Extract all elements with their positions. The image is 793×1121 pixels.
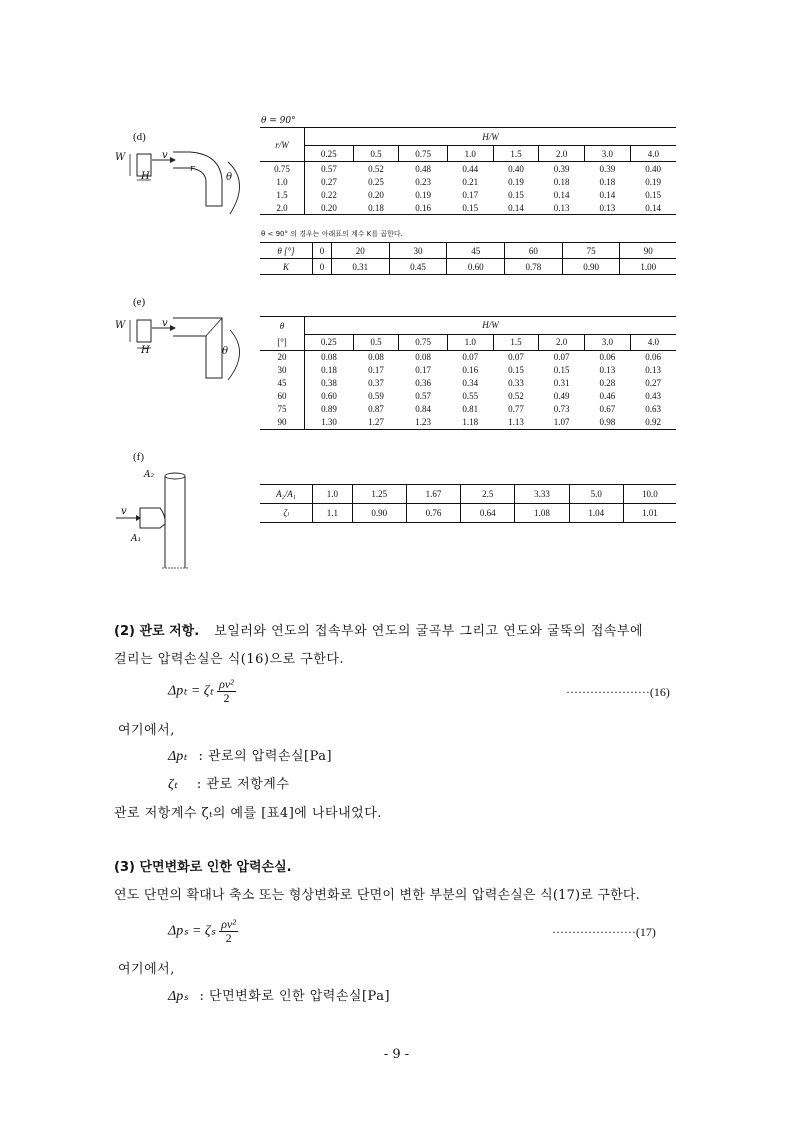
table-f-ratio: 1.67 — [406, 485, 460, 504]
k-multiplier-note: θ < 90° 의 경우는 아래표의 계수 K를 곱한다. — [261, 230, 403, 238]
table-e-row-key: 60 — [260, 390, 305, 403]
def2-text: : 관로 저항계수 — [196, 777, 290, 792]
table-d-cell: 0.14 — [599, 189, 616, 200]
table-e-cell: 0.27 — [645, 378, 661, 388]
section-3-def1 — [168, 985, 390, 1005]
table-f-ratio: 3.33 — [515, 485, 569, 504]
diagram-e-theta: θ — [222, 346, 229, 357]
k-table-k: 0 — [313, 259, 332, 275]
k-table-k: 0.31 — [331, 259, 389, 275]
table-f-zeta: 1.1 — [313, 504, 353, 523]
table-e-cell: 0.33 — [508, 378, 524, 388]
miter-diagram-e — [110, 312, 250, 384]
table-e-cell: 0.57 — [415, 391, 431, 401]
tee-diagram-f — [108, 466, 198, 572]
def2-symbol: ζₜ — [168, 777, 178, 792]
equation-16-lhs: Δpₜ = ζₜ — [168, 683, 214, 699]
table-row — [260, 350, 676, 364]
k-table-k: 0.45 — [389, 259, 447, 275]
table-e-row-key: 30 — [260, 364, 305, 377]
table-d-cell: 0.13 — [599, 202, 616, 213]
table-e-cell: 0.67 — [599, 404, 616, 414]
table-d-cell: 0.13 — [553, 202, 570, 213]
k-table-k: 1.00 — [640, 261, 657, 272]
diagram-d-h: H — [141, 171, 150, 182]
k-table-theta: 0 — [313, 243, 332, 259]
section-2-where: 여기에서, — [118, 723, 175, 738]
table-d-cell: 0.22 — [321, 189, 337, 200]
k-table-theta: 90 — [643, 245, 653, 256]
table-f-ratio: 5.0 — [569, 485, 623, 504]
s3-def1-symbol: Δpₛ — [168, 989, 189, 1004]
table-e-cell: 0.17 — [415, 365, 431, 375]
table-e-row-key: 45 — [260, 377, 305, 390]
section-2-def2 — [168, 773, 289, 793]
table-e-cell: 0.08 — [415, 352, 431, 362]
equation-17-ref: ·····················(17) — [552, 925, 656, 939]
k-table-theta: 30 — [389, 243, 447, 259]
table-d-cell: 0.19 — [415, 189, 431, 200]
table-f-zeta: 1.01 — [642, 508, 658, 518]
table-d-col-header: 2.0 — [539, 146, 585, 162]
table-d-row-key: 1.0 — [260, 175, 305, 188]
table-e-cell: 0.63 — [645, 404, 661, 414]
section-3-text-line1: 연도 단면의 확대나 축소 또는 형상변화로 단면이 변한 부분의 압력손실은 식(17)로 구한다. — [114, 888, 641, 903]
table-e-cell: 0.87 — [368, 404, 384, 414]
figure-e-label: (e) — [133, 296, 146, 308]
table-e-cell: 0.18 — [321, 365, 337, 375]
section-2-text-line1: 보일러와 연도의 접속부와 연도의 굴곡부 그리고 연도와 굴뚝의 접속부에 — [214, 624, 644, 639]
table-d-cell: 0.40 — [508, 163, 524, 174]
table-d-cell: 0.25 — [368, 176, 384, 187]
table-e-cell: 0.77 — [508, 404, 524, 414]
table-e-cell: 0.08 — [321, 352, 337, 362]
table-d-col-header: 1.0 — [447, 146, 493, 162]
table-e-cell: 0.52 — [508, 391, 524, 401]
table-e-cell: 0.28 — [599, 378, 616, 388]
k-table-k: 0.90 — [562, 259, 620, 275]
table-e-cell: 0.16 — [462, 365, 479, 375]
k-table-theta-label: θ [°] — [260, 243, 313, 259]
table-e-cell: 0.38 — [321, 378, 337, 388]
diagram-f-v: v — [121, 506, 127, 517]
diagram-e-h: H — [141, 345, 150, 356]
table-e-cell: 0.17 — [368, 365, 384, 375]
equation-17 — [168, 918, 238, 945]
table-d-cell: 0.17 — [462, 189, 479, 200]
table-e-col-header: 4.0 — [647, 337, 659, 347]
k-table-theta: 20 — [331, 243, 389, 259]
table-e-col-header: 1.0 — [447, 334, 493, 350]
table-d-row-header: r/W — [260, 128, 305, 162]
table-e-cell: 1.18 — [462, 417, 479, 427]
diagram-d-v: v — [162, 150, 168, 161]
k-table — [260, 242, 676, 275]
table-e-cell: 0.07 — [553, 352, 570, 362]
section-2-title: (2) 관로 저항. — [114, 624, 200, 639]
table-e-cell: 0.15 — [508, 365, 524, 375]
table-d-cell: 0.14 — [508, 202, 524, 213]
table-d-col-header: 1.5 — [493, 146, 539, 162]
table-f-zeta-label: ζₗ — [260, 504, 313, 523]
equation-17-lhs: Δpₛ = ζₛ — [168, 923, 216, 939]
equation-17-den: 2 — [225, 931, 232, 945]
table-d-cell: 0.15 — [462, 202, 479, 213]
diagram-e-v: v — [162, 318, 168, 329]
k-table-k-label: K — [260, 259, 313, 275]
table-d — [260, 127, 676, 215]
table-e-head2: [°] — [260, 334, 305, 350]
section-2-def1 — [168, 745, 332, 765]
table-e-row-key: 20 — [260, 350, 305, 364]
table-d-cell: 0.44 — [462, 163, 479, 174]
table-d-cell: 0.18 — [599, 176, 616, 187]
table-d-row-key: 0.75 — [260, 162, 305, 176]
diagram-d-theta: θ — [226, 172, 233, 183]
table-e-col-header: 0.75 — [399, 334, 448, 350]
diagram-f-a1: A₁ — [131, 534, 142, 544]
table-d-col-header: 0.75 — [399, 146, 448, 162]
k-table-theta: 45 — [447, 243, 505, 259]
table-e-cell: 0.13 — [599, 365, 616, 375]
table-d-col-header: 4.0 — [647, 148, 659, 159]
section-3-where: 여기에서, — [118, 962, 175, 977]
table-d-cell: 0.27 — [321, 176, 337, 187]
table-f-zeta: 0.64 — [461, 504, 515, 523]
k-table-k: 0.78 — [505, 259, 563, 275]
table-e-cell: 1.27 — [368, 417, 384, 427]
table-e-cell: 0.07 — [508, 352, 524, 362]
table-e-cell: 0.15 — [553, 365, 570, 375]
section-2-example: 관로 저항계수 ζₜ의 예를 [표4]에 나타내었다. — [114, 806, 382, 821]
table-e-cell: 0.46 — [599, 391, 616, 401]
table-e-cell: 0.84 — [415, 404, 431, 414]
equation-16-ref: ·····················(16) — [566, 685, 670, 699]
table-d-cell: 0.20 — [368, 189, 384, 200]
section-2-text-line2: 걸리는 압력손실은 식(16)으로 구한다. — [114, 652, 345, 667]
table-f-ratio: 1.0 — [313, 485, 353, 504]
table-d-cell: 0.23 — [415, 176, 431, 187]
equation-16-num: ρv² — [219, 677, 234, 691]
equation-16 — [168, 678, 236, 705]
table-d-cell: 0.15 — [645, 189, 661, 200]
k-table-k: 0.60 — [447, 259, 505, 275]
table-e-cell: 0.89 — [321, 404, 337, 414]
theta-90-note: θ = 90° — [261, 116, 296, 126]
table-e-cell: 0.98 — [599, 417, 616, 427]
table-e-cell: 0.08 — [368, 352, 384, 362]
table-d-cell: 0.39 — [553, 163, 570, 174]
table-e-cell: 0.06 — [599, 352, 616, 362]
table-f-zeta: 0.76 — [406, 504, 460, 523]
table-row — [260, 188, 676, 201]
table-e-cell: 0.07 — [462, 352, 479, 362]
table-d-cell: 0.57 — [321, 163, 337, 174]
table-e-cell: 1.13 — [508, 417, 524, 427]
table-f-ratio: 1.25 — [352, 485, 406, 504]
table-e-head1: θ — [260, 317, 305, 335]
figure-d-label: (d) — [133, 131, 146, 143]
table-e-cell: 0.55 — [462, 391, 479, 401]
section-2-line1 — [114, 620, 643, 639]
table-row — [260, 416, 676, 430]
table-e-cell: 1.23 — [415, 417, 431, 427]
k-table-theta: 60 — [505, 243, 563, 259]
table-e-col-header: 3.0 — [585, 334, 631, 350]
table-e-cell: 1.07 — [553, 417, 570, 427]
s3-def1-text: : 단면변화로 인한 압력손실[Pa] — [199, 989, 391, 1004]
table-e-col-header: 2.0 — [539, 334, 585, 350]
table-d-cell: 0.40 — [645, 163, 661, 174]
table-e-cell: 0.34 — [462, 378, 479, 388]
table-d-col-header: 0.5 — [353, 146, 399, 162]
diagram-d-w: W — [115, 152, 126, 163]
table-d-cell: 0.16 — [415, 202, 431, 213]
table-e-cell: 0.43 — [645, 391, 661, 401]
table-f-ratio: 2.5 — [461, 485, 515, 504]
section-3-title: (3) 단면변화로 인한 압력손실. — [114, 860, 292, 875]
table-d-cell: 0.19 — [645, 176, 661, 187]
table-e-cell: 0.37 — [368, 378, 384, 388]
table-row — [260, 377, 676, 390]
table-d-cell: 0.52 — [368, 163, 384, 174]
page-number: - 9 - — [383, 1047, 410, 1062]
figure-f-label: (f) — [133, 451, 144, 463]
table-d-cell: 0.19 — [508, 176, 524, 187]
table-d-row-key: 2.0 — [260, 201, 305, 215]
def1-symbol: Δpₜ — [168, 749, 188, 764]
table-e-cell: 0.49 — [553, 391, 570, 401]
table-d-cell: 0.39 — [599, 163, 616, 174]
table-e-cell: 1.30 — [321, 417, 337, 427]
table-row — [260, 162, 676, 176]
table-e-row-key: 90 — [260, 416, 305, 430]
table-e-cell: 0.13 — [645, 365, 661, 375]
table-e-cell: 0.31 — [553, 378, 570, 388]
table-d-cell: 0.15 — [508, 189, 524, 200]
table-f-zeta: 1.08 — [515, 504, 569, 523]
table-d-cell: 0.14 — [645, 202, 661, 213]
table-f-zeta: 1.04 — [569, 504, 623, 523]
table-f-zeta: 0.90 — [352, 504, 406, 523]
table-e-cell: 0.36 — [415, 378, 431, 388]
table-d-row-key: 1.5 — [260, 188, 305, 201]
table-f-ratio: 10.0 — [642, 489, 658, 499]
table-e-col-header: 1.5 — [493, 334, 539, 350]
table-f-ratio-label: A₂/A₁ — [260, 485, 313, 504]
table-d-cell: 0.18 — [553, 176, 570, 187]
table-d-cell: 0.20 — [321, 202, 337, 213]
table-row — [260, 403, 676, 416]
table-e-col-group: H/W — [305, 317, 677, 335]
table-e-cell: 0.81 — [462, 404, 479, 414]
table-e-cell: 0.92 — [645, 417, 661, 427]
equation-16-den: 2 — [223, 691, 230, 705]
table-e-cell: 0.59 — [368, 391, 384, 401]
table-row — [260, 390, 676, 403]
diagram-e-w: W — [115, 320, 126, 331]
table-row — [260, 201, 676, 215]
table-e-col-header: 0.25 — [305, 334, 354, 350]
table-row — [260, 175, 676, 188]
table-e-col-header: 0.5 — [353, 334, 399, 350]
equation-17-num: ρv² — [221, 917, 236, 931]
table-d-cell: 0.48 — [415, 163, 431, 174]
table-d-col-group: H/W — [305, 128, 677, 146]
table-f — [260, 484, 676, 523]
k-table-theta: 75 — [562, 243, 620, 259]
table-d-cell: 0.18 — [368, 202, 384, 213]
table-e — [260, 316, 676, 430]
table-row — [260, 364, 676, 377]
diagram-d-r: r — [190, 164, 195, 174]
diagram-f-a2: A₂ — [144, 470, 155, 480]
table-d-col-header: 3.0 — [585, 146, 631, 162]
table-e-cell: 0.60 — [321, 391, 337, 401]
table-e-cell: 0.73 — [553, 404, 570, 414]
table-d-cell: 0.21 — [462, 176, 479, 187]
table-d-col-header: 0.25 — [305, 146, 354, 162]
table-d-cell: 0.14 — [553, 189, 570, 200]
table-e-cell: 0.06 — [645, 352, 661, 362]
def1-text: : 관로의 압력손실[Pa] — [198, 749, 333, 764]
table-e-row-key: 75 — [260, 403, 305, 416]
